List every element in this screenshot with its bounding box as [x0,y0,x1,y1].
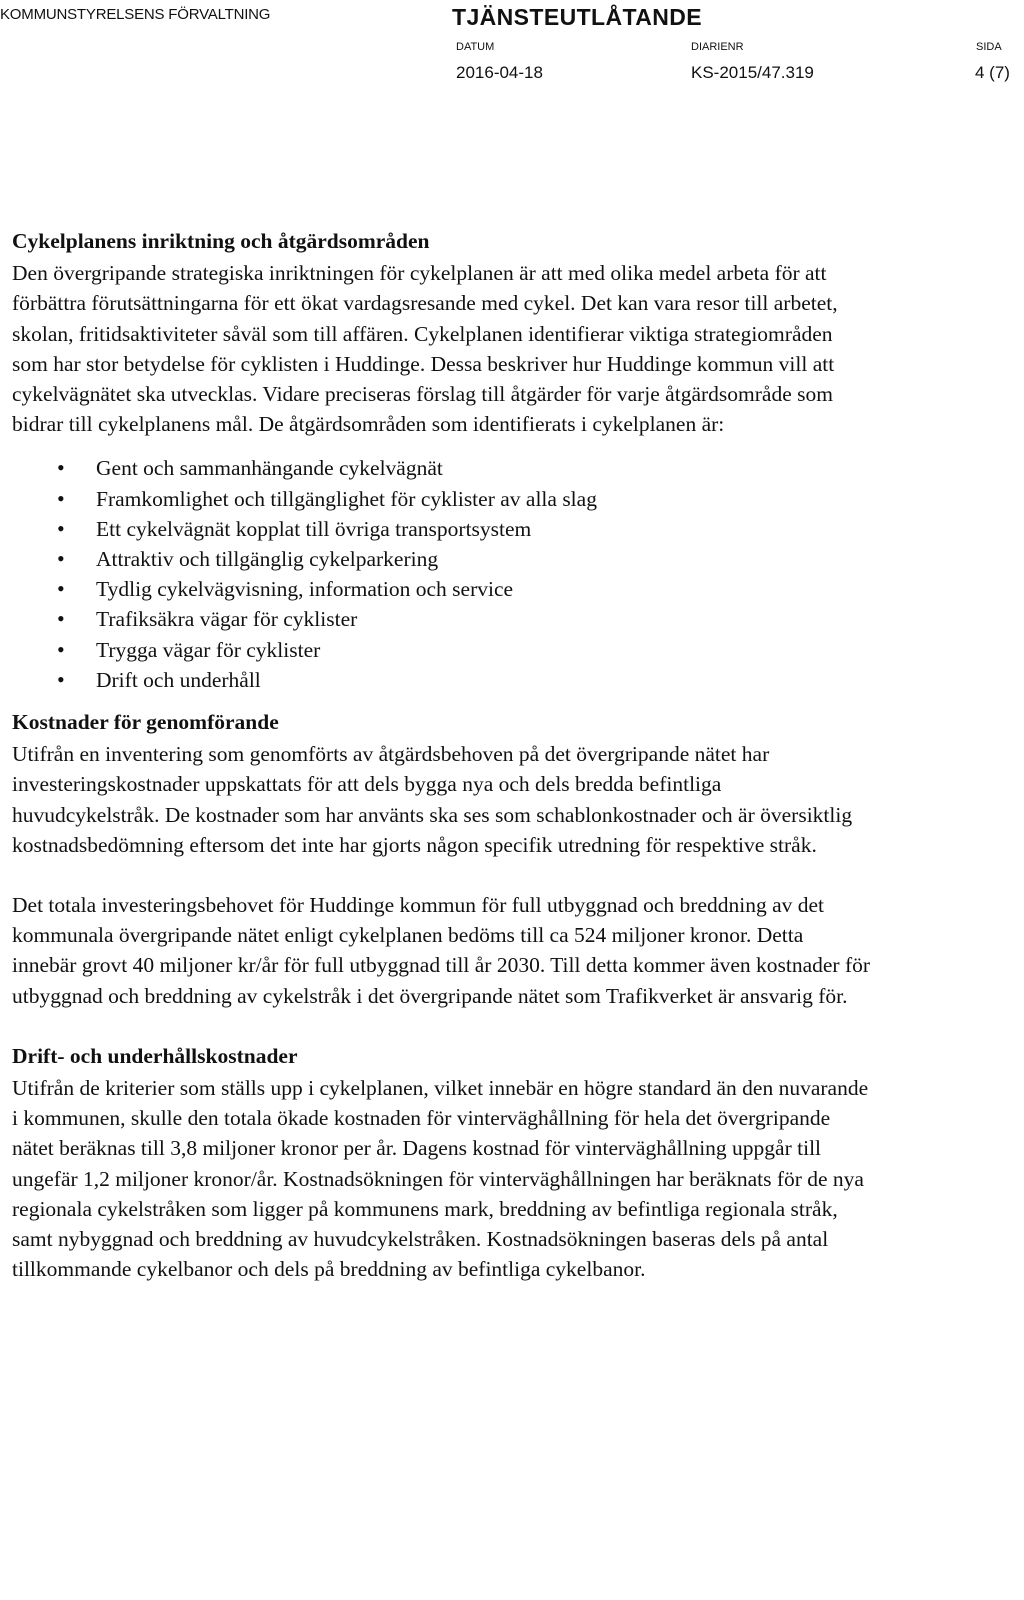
body-paragraph: Utifrån en inventering som genomförts av åtgärdsbehoven på det övergripande nätet har investeringskostnader uppskattats för att dels bygga nya och dels bredda befintliga huvudcykelstråk. De kostnader som har använts ska ses som schablonkostnader och är översiktlig kostnadsbedömning eftersom det inte har gjorts någon specifik utredning för respektive stråk. [12,742,853,857]
sida-label: SIDA [976,41,1002,53]
document-body [12,226,872,1285]
section-kostnader [12,707,872,1011]
list-item: • Drift och underhåll [12,665,872,695]
list-item: • Tydlig cykelvägvisning, information och service [12,574,872,604]
paragraph-spacer [12,860,872,890]
datum-label: DATUM [456,41,495,53]
body-paragraph: Det totala investeringsbehovet för Huddinge kommun för full utbyggnad och breddning av det kommunala övergripande nätet enligt cykelplanen bedöms till ca 524 miljoner kronor. Detta innebär grovt 40 miljoner kr/år för full utbyggnad till år 2030. Till detta kommer även kostnader för utbyggnad och breddning av cykelstråk i det övergripande nätet som Trafikverket är ansvarig för. [12,893,871,1008]
section-inriktning [12,226,872,695]
list-item: • Gent och sammanhängande cykelvägnät [12,453,872,483]
list-item: • Trafiksäkra vägar för cyklister [12,604,872,634]
diarienr-label: DIARIENR [691,41,744,53]
list-item: • Framkomlighet och tillgänglighet för cyklister av alla slag [12,484,872,514]
section-heading: Kostnader för genomförande [12,710,279,735]
list-item: • Attraktiv och tillgänglig cykelparkering [12,544,872,574]
body-paragraph: Utifrån de kriterier som ställs upp i cykelplanen, vilket innebär en högre standard än den nuvarande i kommunen, skulle den totala ökade kostnaden för vinterväghållning för hela det övergripande nätet beräknas till 3,8 miljoner kronor per år. Dagens kostnad för vinterväghållning uppgår till ungefär 1,2 miljoner kronor/år. Kostnadsökningen för vinterväghållningen har beräknats för de nya regionala cykelstråken som ligger på kommunens mark, breddning av befintliga regionala stråk, samt nybyggnad och breddning av huvudcykelstråken. Kostnadsökningen baseras dels på antal tillkommande cykelbanor och dels på breddning av befintliga cykelbanor. [12,1076,869,1282]
section-drift [12,1041,872,1285]
datum-value: 2016-04-18 [456,63,543,82]
organization-name: KOMMUNSTYRELSENS FÖRVALTNING [0,6,271,23]
list-item: • Ett cykelvägnät kopplat till övriga transportsystem [12,514,872,544]
section-heading: Drift- och underhållskostnader [12,1043,298,1068]
section-spacer [12,1011,872,1041]
section-heading: Cykelplanens inriktning och åtgärdsområden [12,229,430,253]
list-item: • Trygga vägar för cyklister [12,635,872,665]
sida-value: 4 (7) [975,63,1010,82]
document-type-title: TJÄNSTEUTLÅTANDE [452,4,703,30]
bullet-list [12,453,872,695]
diarienr-value: KS-2015/47.319 [691,63,814,82]
body-paragraph: Den övergripande strategiska inriktningen för cykelplanen är att med olika medel arbeta för att förbättra förutsättningarna för ett ökat vardagsresande med cykel. Det kan vara resor till arbetet, skolan, fritidsaktiviteter såväl som till affären. Cykelplanen identifierar viktiga strategiområden som har stor betydelse för cyklisten i Huddinge. Dessa beskriver hur Huddinge kommun vill att cykelvägnätet ska utvecklas. Vidare preciseras förslag till åtgärder för varje åtgärdsområde som bidrar till cykelplanens mål. De åtgärdsområden som identifierats i cykelplanen är: [12,261,838,437]
